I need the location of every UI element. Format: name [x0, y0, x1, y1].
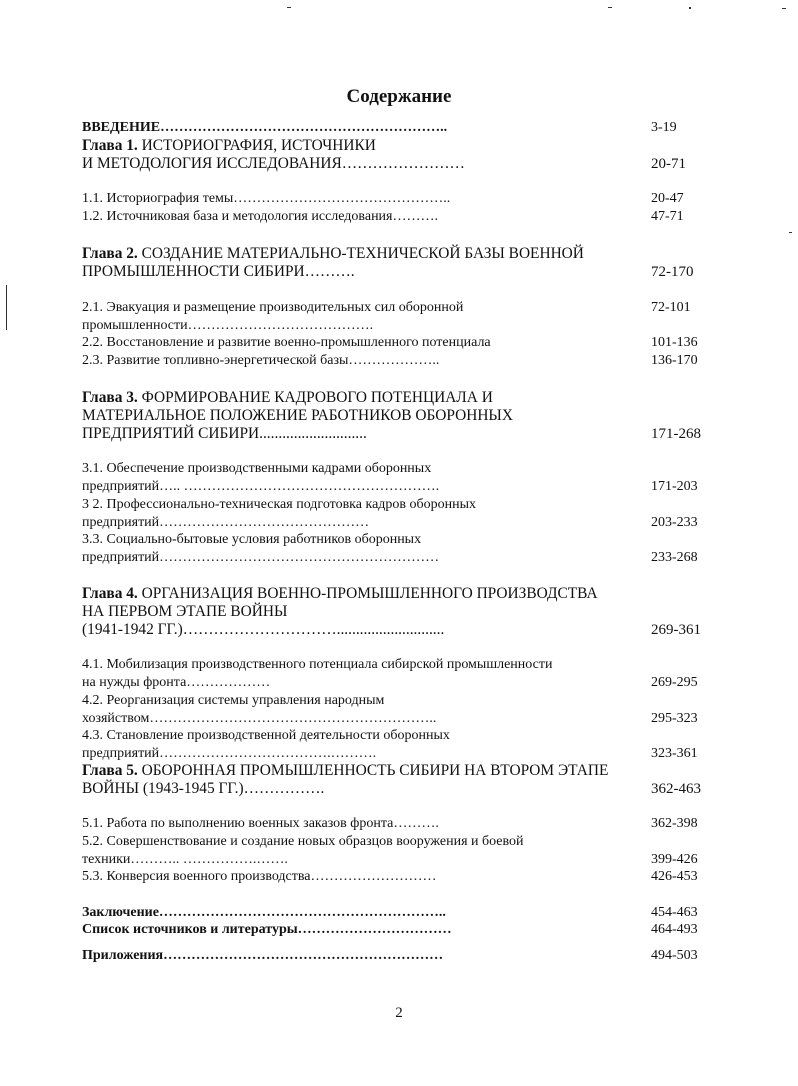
toc-page-chapter-1: 20-71	[651, 156, 686, 172]
toc-section-5-3: 5.3. Конверсия военного производства………………………	[82, 869, 437, 884]
scan-artifact-line	[6, 285, 7, 330]
toc-page-chapter-5: 362-463	[651, 781, 701, 797]
toc-section-2-2: 2.2. Восстановление и развитие военно-промышленного потенциала	[82, 335, 491, 350]
scan-artifact-speck	[789, 232, 792, 233]
scan-artifact-speck	[689, 7, 691, 9]
toc-section-3-1-line1: 3.1. Обеспечение производственными кадрами оборонных	[82, 461, 432, 476]
toc-chapter-5-line2: ВОЙНЫ (1943-1945 ГГ.)…………….	[82, 780, 325, 797]
toc-chapter-1-line2: И МЕТОДОЛОГИЯ ИССЛЕДОВАНИЯ……………………	[82, 155, 465, 172]
toc-chapter-5-line1: Глава 5. ОБОРОННАЯ ПРОМЫШЛЕННОСТЬ СИБИРИ НА ВТОРОМ ЭТАПЕ	[82, 762, 609, 779]
toc-entry-introduction: ВВЕДЕНИЕ……………………………………………………..	[82, 120, 448, 135]
toc-page-4-2: 295-323	[651, 711, 698, 726]
toc-page-chapter-2: 72-170	[651, 264, 694, 280]
scan-artifact-speck	[287, 7, 291, 8]
toc-page-2-3: 136-170	[651, 353, 698, 368]
toc-chapter-4-line2: НА ПЕРВОМ ЭТАПЕ ВОЙНЫ	[82, 603, 288, 620]
page-title: Содержание	[346, 86, 452, 107]
toc-section-2-1-line1: 2.1. Эвакуация и размещение производительных сил оборонной	[82, 300, 464, 315]
toc-page-5-1: 362-398	[651, 816, 698, 831]
toc-section-2-3: 2.3. Развитие топливно-энергетической базы………………..	[82, 353, 440, 368]
toc-section-5-2-line1: 5.2. Совершенствование и создание новых образцов вооружения и боевой	[82, 834, 524, 849]
toc-chapter-2-line1: Глава 2. СОЗДАНИЕ МАТЕРИАЛЬНО-ТЕХНИЧЕСКОЙ БАЗЫ ВОЕННОЙ	[82, 245, 584, 262]
toc-page-2-1: 72-101	[651, 300, 691, 315]
toc-section-3-2-line1: 3 2. Профессионально-техническая подготовка кадров оборонных	[82, 497, 477, 512]
toc-section-4-3-line1: 4.3. Становление производственной деятельности оборонных	[82, 728, 450, 743]
toc-section-3-3-line2: предприятий……………………………………………………	[82, 550, 440, 565]
toc-page-introduction: 3-19	[651, 120, 677, 135]
page-number: 2	[395, 1005, 403, 1021]
toc-section-2-1-line2: промышленности………………………………….	[82, 318, 374, 333]
toc-section-4-1-line1: 4.1. Мобилизация производственного потенциала сибирской промышленности	[82, 657, 553, 672]
toc-page-conclusion: 454-463	[651, 905, 698, 920]
toc-page-3-3: 233-268	[651, 550, 698, 565]
toc-page-appendices: 494-503	[651, 948, 698, 963]
toc-entry-sources: Список источников и литературы……………………………	[82, 922, 452, 937]
toc-page-2-2: 101-136	[651, 335, 698, 350]
toc-section-1-2: 1.2. Источниковая база и методология исследования……….	[82, 209, 438, 224]
toc-page-chapter-3: 171-268	[651, 426, 701, 442]
toc-section-4-3-line2: предприятий……………………………….……….	[82, 746, 377, 761]
toc-section-4-1-line2: на нужды фронта………………	[82, 675, 271, 690]
toc-page-4-3: 323-361	[651, 746, 698, 761]
toc-chapter-1-line1: Глава 1. ИСТОРИОГРАФИЯ, ИСТОЧНИКИ	[82, 137, 376, 154]
toc-page-sources: 464-493	[651, 922, 698, 937]
toc-chapter-3-line1: Глава 3. ФОРМИРОВАНИЕ КАДРОВОГО ПОТЕНЦИАЛА И	[82, 389, 493, 406]
toc-section-5-2-line2: техники……….. …………….…….	[82, 852, 288, 867]
toc-page-5-3: 426-453	[651, 869, 698, 884]
toc-chapter-4-line1: Глава 4. ОРГАНИЗАЦИЯ ВОЕННО-ПРОМЫШЛЕННОГО ПРОИЗВОДСТВА	[82, 585, 598, 602]
toc-chapter-3-line3: ПРЕДПРИЯТИЙ СИБИРИ............................	[82, 425, 367, 442]
toc-section-3-2-line2: предприятий………………………………………	[82, 515, 370, 530]
toc-chapter-3-line2: МАТЕРИАЛЬНОЕ ПОЛОЖЕНИЕ РАБОТНИКОВ ОБОРОННЫХ	[82, 407, 513, 424]
scan-artifact-speck	[782, 8, 786, 9]
toc-section-3-3-line1: 3.3. Социально-бытовые условия работников оборонных	[82, 532, 422, 547]
toc-entry-conclusion: Заключение……………………………………………………..	[82, 905, 446, 920]
toc-page-3-2: 203-233	[651, 515, 698, 530]
toc-page-4-1: 269-295	[651, 675, 698, 690]
toc-page-chapter-4: 269-361	[651, 622, 701, 638]
toc-chapter-2-line2: ПРОМЫШЛЕННОСТИ СИБИРИ……….	[82, 263, 355, 280]
toc-section-3-1-line2: предприятий….. ……………………………………………….	[82, 479, 440, 494]
toc-section-1-1: 1.1. Историография темы………………………………………..	[82, 191, 451, 206]
toc-page-5-2: 399-426	[651, 852, 698, 867]
toc-page-1-2: 47-71	[651, 209, 684, 224]
toc-section-5-1: 5.1. Работа по выполнению военных заказов фронта……….	[82, 816, 439, 831]
toc-section-4-2-line1: 4.2. Реорганизация системы управления народным	[82, 693, 385, 708]
toc-chapter-4-line3: (1941-1942 ГГ.)…………………………............................	[82, 621, 445, 638]
toc-page-3-1: 171-203	[651, 479, 698, 494]
toc-section-4-2-line2: хозяйством……………………………………………………..	[82, 711, 437, 726]
toc-entry-appendices: Приложения……………………………………………………	[82, 948, 444, 963]
toc-page-1-1: 20-47	[651, 191, 684, 206]
scan-artifact-speck	[608, 7, 612, 8]
